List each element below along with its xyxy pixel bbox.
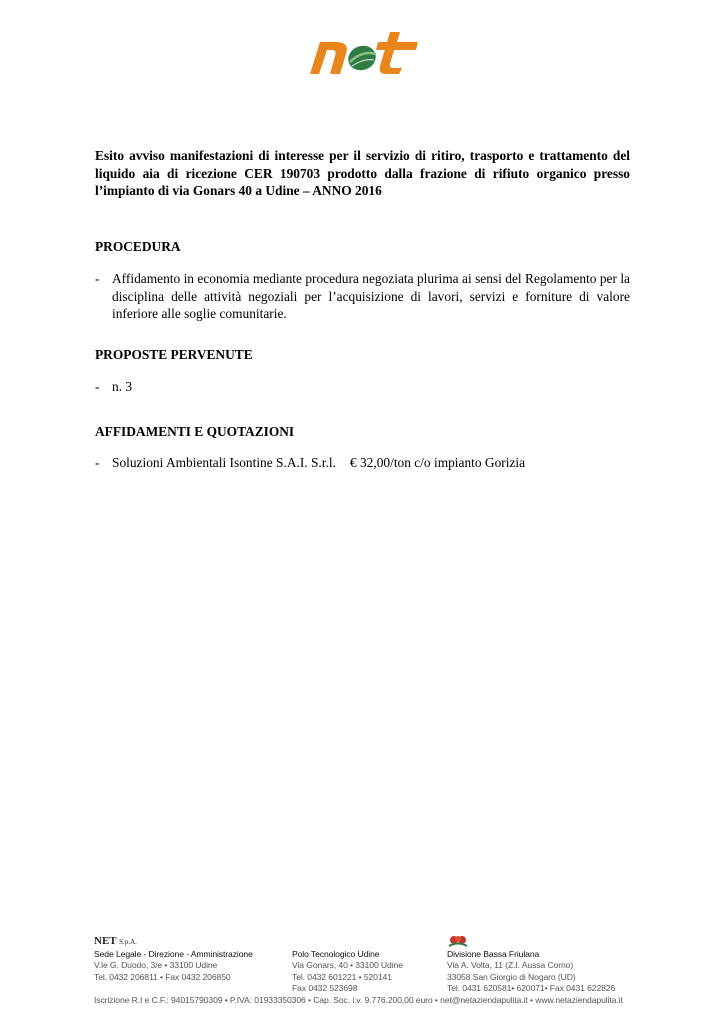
footer-polo-tecnologico: Polo Tecnologico Udine Via Gonars, 40 • 33100 Udine Tel. 0432 601221 • 520141 Fax 0432 523698 [292, 949, 403, 994]
logo-leaf-e [345, 42, 380, 74]
logo-letter-n [310, 42, 347, 74]
footer-divisione: Divisione Bassa Friulana Via A. Volta, 11 (Z.I. Aussa Corno) 33058 San Giorgio di Nogaro (UD) Tel. 0431 620581• 620071• Fax 0431 622826 [447, 949, 616, 994]
flower-icon [447, 935, 469, 947]
logo-letter-t [380, 32, 414, 74]
list-dash: - [95, 271, 100, 286]
affidamenti-item [95, 454, 630, 472]
affidamenti-item-text [112, 454, 630, 472]
affidamenti-heading: AFFIDAMENTI E QUOTAZIONI [95, 424, 295, 439]
price-quote: € 32,00/ton c/o impianto Gorizia [349, 455, 526, 470]
proposte-item [95, 378, 630, 396]
proposte-item-text: n. 3 [112, 379, 133, 394]
procedura-heading: PROCEDURA [95, 239, 181, 254]
list-dash: - [95, 455, 100, 470]
procedura-item-text: Affidamento in economia mediante procedura negoziata plurima ai sensi del Regolamento per la disciplina delle attività negoziali per l’acquisizione di lavori, servizi e forniture di valore inferiore alle soglie comunitarie. [112, 271, 630, 321]
document-title: Esito avviso manifestazioni di interesse per il servizio di ritiro, trasporto e trattamento del liquido aia di ricezione CER 190703 prodotto dalla frazione di rifiuto organico presso l’impianto di via Gonars 40 a Udine – ANNO 2016 [95, 148, 630, 198]
list-dash: - [95, 379, 100, 394]
footer-company-name: NET S.p.A. [94, 935, 137, 947]
procedura-item [95, 270, 630, 323]
footer-headquarters: Sede Legale - Direzione - Amministrazione V.le G. Duodo, 3/e • 33100 Udine Tel. 0432 206811 • Fax 0432 206850 [94, 949, 253, 982]
company-name: Soluzioni Ambientali Isontine S.A.I. S.r.l. [112, 455, 336, 470]
proposte-heading: PROPOSTE PERVENUTE [95, 347, 253, 362]
footer-registration: Iscrizione R.I e C.F.: 94015790309 • P.IVA: 01933350306 • Cap. Soc. i.v. 9.776.200,00 euro • net@netaziendapulita.it • www.netaziendapulita.it [94, 995, 623, 1005]
net-logo [306, 28, 420, 78]
